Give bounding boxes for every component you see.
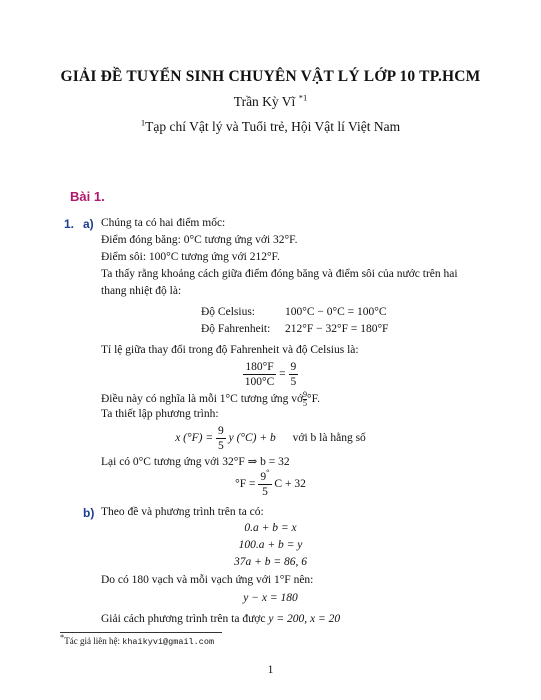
fraction-denominator: 5 [290,376,297,388]
equation-note: với b là hằng số [292,432,366,445]
distance-table [201,304,441,338]
paper-title: GIẢI ĐỀ TUYỂN SINH CHUYÊN VẬT LÝ LỚP 10 TP.HCM [60,68,481,85]
equation-lhs: x (°F) = [175,432,214,445]
equation-system [0,520,541,571]
fraction-numerator: 9 [217,425,224,437]
degree-mark: ° [266,467,270,478]
table-label: Độ Celsius: [201,306,255,318]
fraction-numerator [258,467,271,485]
meaning-text: Điều này có nghĩa là mỗi 1°C tương ứng vớ [101,393,304,406]
author-mark: *1 [298,92,308,103]
equals-sign: = [279,368,286,381]
count-text: Do có 180 vạch và mỗi vạch ứng với 1°F nên: [101,574,314,586]
system-row: 100.a + b = y [238,539,303,551]
fraction-numerator: 9 [290,361,297,373]
system-row: 37a + b = 86, 6 [233,556,308,568]
system-row: 0.a + b = x [244,522,297,534]
numerator-value: 9 [260,471,267,483]
difference-equation: y − x = 180 [243,592,298,604]
coefficient-fraction [216,424,226,453]
conversion-formula [0,467,541,499]
text-line: Điểm sôi: 100°C tương ứng với 212°F. [101,251,280,263]
solution-line [101,611,481,628]
part-a-label: a) [83,217,94,231]
footnote [60,632,215,647]
fraction-denominator: 5 [217,440,224,452]
table-row [201,321,441,338]
fraction-numerator: 180°F [243,360,277,375]
setup-intro: Ta thiết lập phương trình: [101,408,219,420]
meaning-unit: °F. [307,393,320,406]
formula-fraction [258,467,271,499]
footnote-text: Tác giả liên hệ: [64,636,123,646]
text-line: Chúng ta có hai điểm mốc: [101,217,226,229]
table-expr: 212°F − 32°F = 180°F [285,323,389,335]
given-condition: Lại có 0°C tương ứng với 32°F ⇒ b = 32 [101,456,290,468]
table-expr: 100°C − 0°C = 100°C [285,306,387,318]
solution-text: Giải cách phương trình trên ta được [101,613,266,625]
formula-rhs: C + 32 [274,478,306,491]
result-fraction [289,360,299,389]
author-name: Trần Kỳ Vĩ [233,94,296,109]
affiliation-line [0,119,541,135]
footnote-mark: * [60,632,65,642]
ratio-equation [0,360,541,389]
text-line: Ta thấy rằng khoảng cách giữa điểm đóng băng và điểm sôi của nước trên hai thang nhiệt độ là: [101,268,458,297]
footnote-rule [60,632,222,633]
solution-result: y = 200, x = 20 [268,613,341,625]
part-a-intro [101,215,471,300]
author-line [0,94,541,110]
text-line: Điểm đóng băng: 0°C tương ứng với 32°F. [101,234,298,246]
ratio-fraction [243,360,277,389]
fraction-numerator: 9 [303,390,308,399]
problem-number: 1. [64,217,75,231]
page-number: 1 [267,664,274,676]
part-b-label: b) [83,506,95,520]
ratio-intro: Tỉ lệ giữa thay đổi trong độ Fahrenheit và độ Celsius là: [101,344,359,356]
fraction-denominator: 100°C [244,376,275,388]
linear-equation [0,424,541,453]
table-label: Độ Fahrenheit: [201,323,271,335]
formula-lhs: °F = [235,478,256,491]
section-heading: Bài 1. [70,189,105,204]
part-b-intro: Theo đề và phương trình trên ta có: [101,506,264,518]
table-row [201,304,441,321]
fraction-denominator: 5 [303,399,308,408]
equation-rhs: y (°C) + b [228,432,276,445]
affiliation-mark: 1 [140,117,146,128]
author-email[interactable]: khaikyvi@gmail.com [122,637,215,647]
affiliation-text: Tạp chí Vật lý và Tuổi trẻ, Hội Vật lí Việt Nam [145,119,401,134]
fraction-denominator: 5 [262,486,268,498]
